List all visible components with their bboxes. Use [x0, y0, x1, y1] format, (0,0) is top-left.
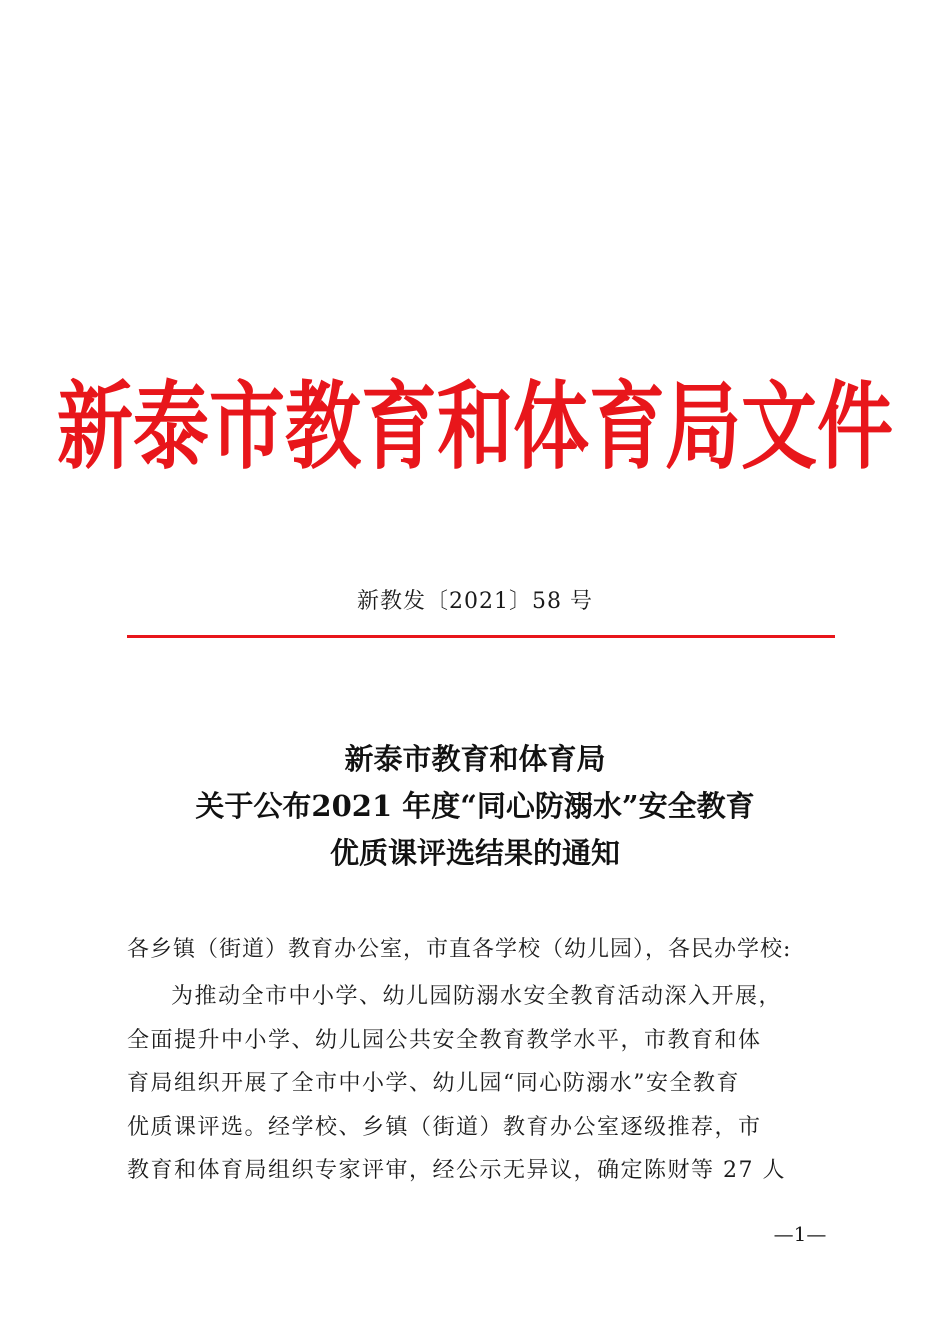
- body-line: 为推动全市中小学、幼儿园防溺水安全教育活动深入开展，: [171, 984, 783, 1009]
- title-line-2: 关于公布2021 年度“同心防溺水”安全教育: [195, 789, 755, 823]
- title-line-1: 新泰市教育和体育局: [344, 742, 606, 776]
- document-number: 新教发〔2021〕58 号: [357, 589, 593, 614]
- document-masthead: 新泰市教育和体育局文件: [57, 370, 893, 482]
- body-line: 优质课评选。经学校、乡镇（街道）教育办公室逐级推荐，市: [127, 1114, 762, 1140]
- body-line: 育局组织开展了全市中小学、幼儿园“同心防溺水”安全教育: [127, 1071, 740, 1096]
- page-number: —1—: [773, 1222, 827, 1246]
- body-paragraph: [127, 975, 827, 1193]
- body-line: 教育和体育局组织专家评审，经公示无异议，确定陈财等 27 人: [127, 1158, 786, 1183]
- body-line: 全面提升中小学、幼儿园公共安全教育教学水平，市教育和体: [127, 1027, 762, 1053]
- title-line-3: 优质课评选结果的通知: [329, 836, 620, 870]
- red-divider-rule: [127, 635, 835, 638]
- notice-title: [0, 736, 950, 877]
- salutation: 各乡镇（街道）教育办公室，市直各学校（幼儿园），各民办学校:: [127, 937, 792, 962]
